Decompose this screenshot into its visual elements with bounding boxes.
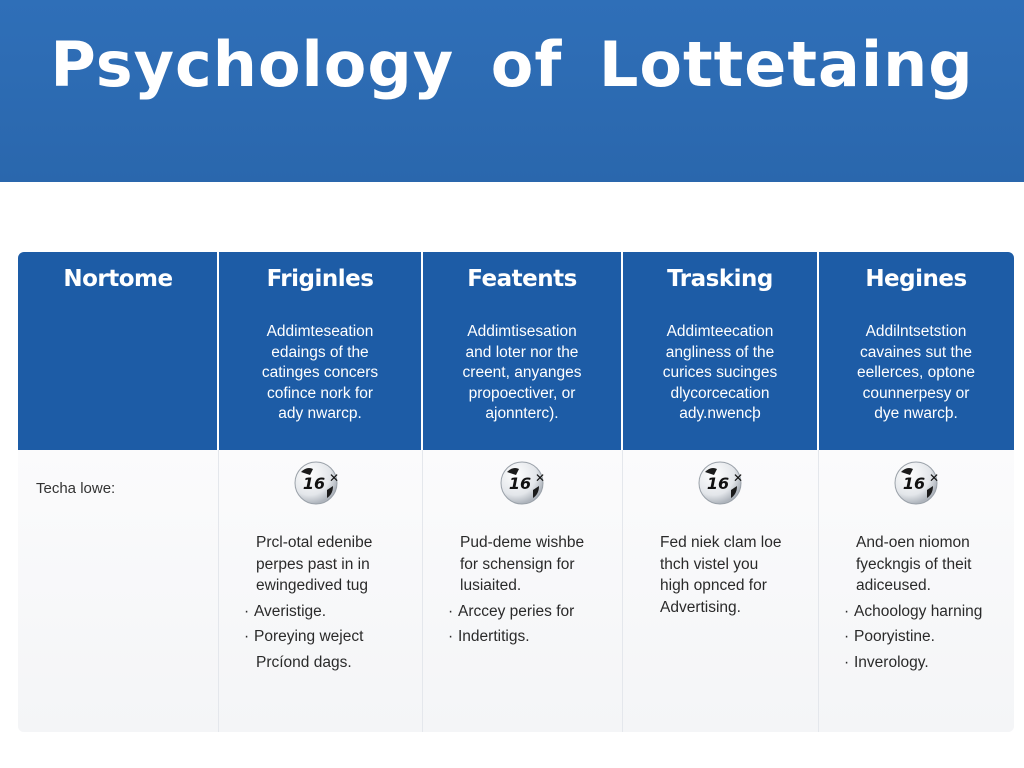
description-line: ady.nwencþ <box>679 405 761 422</box>
bullet-item <box>844 626 1006 648</box>
description-line: catinges concers <box>261 364 379 381</box>
column-title: Friginles <box>266 266 374 292</box>
description-line: angliness of the <box>665 343 775 361</box>
column-3 <box>422 252 622 732</box>
body-line: Fed niek clam loe <box>660 534 782 551</box>
body-tail: Prcíond dags. <box>256 653 352 671</box>
lottery-ball-icon <box>893 460 939 506</box>
bullet-text: Poreying weject <box>254 628 364 645</box>
comparison-table <box>18 252 1014 732</box>
column-description <box>632 322 808 425</box>
column-header <box>218 252 422 450</box>
description-line: eellerces, optone <box>856 364 976 381</box>
description-line: curices sucinges <box>662 364 778 381</box>
bullet-text: Achoology harning <box>854 602 983 620</box>
bullet-item <box>448 601 614 623</box>
column-header <box>818 252 1014 450</box>
column-title: Trasking <box>667 266 773 292</box>
page-title: Psychology of Lottetaing <box>50 28 974 101</box>
column-description <box>432 322 612 425</box>
column-body <box>660 532 810 618</box>
bullet-dash: · <box>844 628 850 645</box>
column-divider-body <box>218 450 219 732</box>
bullet-text: Averistige. <box>254 602 327 620</box>
description-line: creent, anyanges <box>462 364 582 381</box>
lottery-ball-icon <box>499 460 545 506</box>
column-title: Featents <box>467 266 577 292</box>
column-body <box>244 532 414 673</box>
column-2 <box>218 252 422 732</box>
column-divider-body <box>818 450 819 732</box>
body-line: lusiaited. <box>460 577 522 594</box>
svg-text:16: 16 <box>508 474 532 493</box>
description-line: Addimteseation <box>266 323 374 340</box>
column-divider-body <box>622 450 623 732</box>
svg-text:✕: ✕ <box>535 471 545 485</box>
bullet-dash: · <box>244 602 250 620</box>
column-description <box>828 322 1004 425</box>
description-line: ajonnterc). <box>485 405 559 422</box>
column-header <box>18 252 218 450</box>
column-description <box>228 322 412 425</box>
lottery-ball-icon <box>697 460 743 506</box>
body-line: Prcl-otal edenibe <box>256 534 373 551</box>
column-body <box>844 532 1006 673</box>
description-line: edaings of the <box>271 343 369 361</box>
bullet-text: Arccey peries for <box>458 602 575 620</box>
column-divider <box>421 252 423 450</box>
bullet-dash: · <box>844 602 850 620</box>
title-banner <box>0 0 1024 182</box>
bullet-item <box>844 652 1006 674</box>
bullet-item <box>448 626 614 648</box>
svg-text:16: 16 <box>302 474 326 493</box>
description-line: cofince nork for <box>267 384 373 402</box>
body-line: adiceused. <box>856 577 931 594</box>
description-line: and loter nor the <box>465 343 579 361</box>
body-line: ewingedived tug <box>256 577 369 594</box>
bullet-item <box>244 626 414 648</box>
description-line: counnerpesy or <box>862 384 970 402</box>
bullet-item <box>244 601 414 623</box>
column-divider-body <box>422 450 423 732</box>
body-line: Pud-deme wishbe <box>460 534 585 551</box>
description-line: Addilntsetstion <box>865 323 967 340</box>
column-title: Hegines <box>865 266 967 292</box>
svg-text:✕: ✕ <box>733 471 743 485</box>
bullet-text: Inverology. <box>854 653 929 671</box>
bullet-item <box>844 601 1006 623</box>
column-header <box>622 252 818 450</box>
body-line: thch vistel you <box>660 555 759 573</box>
description-line: ady nwarcp. <box>278 405 362 422</box>
bullet-text: Indertitigs. <box>458 628 530 645</box>
description-line: Addimtisesation <box>467 323 577 340</box>
description-line: dye nwarcþ. <box>874 405 958 422</box>
svg-text:✕: ✕ <box>329 471 339 485</box>
bullet-dash: · <box>448 628 454 645</box>
column-body <box>448 532 614 648</box>
column-divider <box>621 252 623 450</box>
description-line: propoectiver, or <box>468 384 576 402</box>
column-1 <box>18 252 218 732</box>
column-divider <box>817 252 819 450</box>
column-5 <box>818 252 1014 732</box>
column-header <box>422 252 622 450</box>
svg-text:16: 16 <box>706 474 730 493</box>
column-title: Nortome <box>63 266 173 292</box>
body-line: perpes past in in <box>256 555 370 573</box>
bullet-dash: · <box>448 602 454 620</box>
svg-text:✕: ✕ <box>929 471 939 485</box>
description-line: cavaines sut the <box>859 343 972 361</box>
bullet-dash: · <box>244 628 250 645</box>
body-line: Advertising. <box>660 598 741 616</box>
row-label: Techa lowe: <box>36 480 116 497</box>
svg-text:16: 16 <box>902 474 926 493</box>
body-line: high opnced for <box>660 577 767 594</box>
description-line: dlycorcecation <box>670 384 770 402</box>
body-line: fyeckngis of theit <box>856 555 972 573</box>
body-line: for schensign for <box>460 555 575 573</box>
column-divider <box>217 252 219 450</box>
bullet-text: Pooryistine. <box>854 628 935 645</box>
bullet-dash: · <box>844 653 850 671</box>
description-line: Addimteecation <box>666 323 774 340</box>
lottery-ball-icon <box>293 460 339 506</box>
column-4 <box>622 252 818 732</box>
body-line: And-oen niomon <box>856 534 970 551</box>
